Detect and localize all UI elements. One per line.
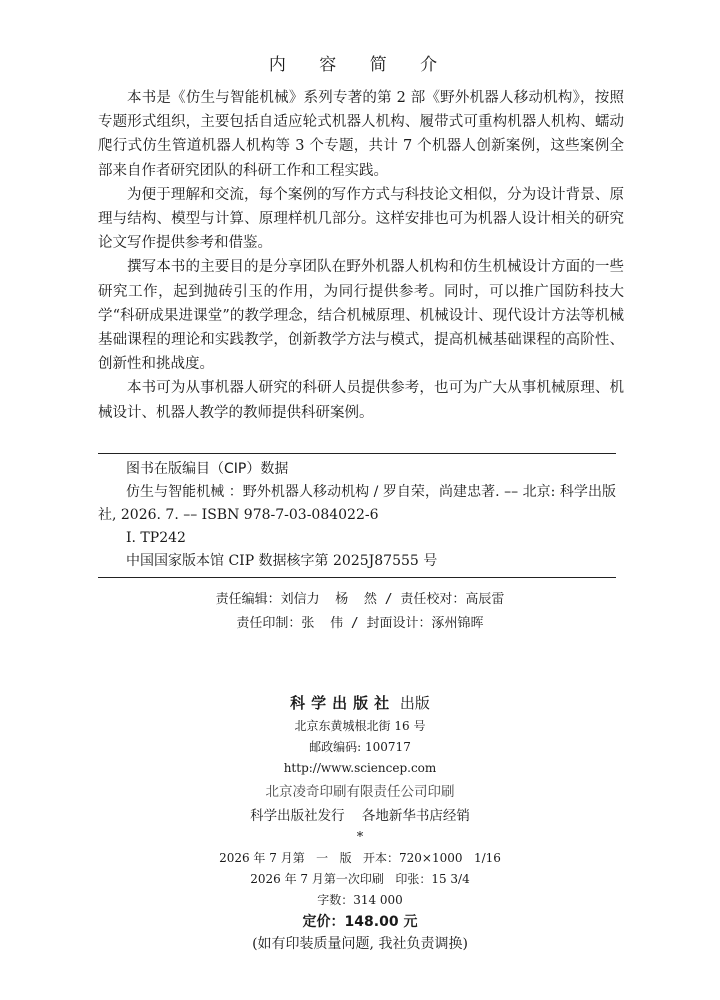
printer: 北京凌奇印刷有限责任公司印刷 <box>265 784 455 800</box>
intro-paragraph: 为便于理解和交流，每个案例的写作方式与科技论文相似，分为设计背景、原理与结构、模型与计算、原理样机几部分。这样安排也可为机器人设计相关的研究论文写作提供参考和借鉴。 <box>98 186 624 252</box>
cip-classification: Ⅰ. TP242 <box>126 530 186 546</box>
cip-block <box>98 453 616 578</box>
quality-notice: (如有印装质量问题, 我社负责调换) <box>252 936 468 952</box>
publisher-suffix: 出版 <box>399 694 430 712</box>
credits-line-production: 责任印制：张 伟 / 封面设计：涿州锦晖 <box>236 616 484 631</box>
publisher-address: 北京东黄城根北街 16 号 <box>294 719 426 733</box>
cip-heading: 图书在版编目（CIP）数据 <box>126 461 289 477</box>
publisher-line <box>0 690 720 716</box>
separator-star: * <box>356 830 364 845</box>
word-count: 字数：314 000 <box>317 893 403 907</box>
cip-description: 仿生与智能机械 ：野外机器人移动机构 / 罗自荣，尚建忠著. –– 北京: 科学出版社, 2026. 7. –– ISBN 978-7-03-084022-6 <box>98 484 616 523</box>
intro-paragraph: 本书可为从事机器人研究的科研人员提供参考，也可为广大从事机械原理、机械设计、机器人教学的教师提供科研案例。 <box>98 380 624 421</box>
cip-cn-number: 中国国家版本馆 CIP 数据核字第 2025J87555 号 <box>126 553 438 569</box>
website: http://www.sciencep.com <box>283 761 437 775</box>
publisher-logo: 科学出版社 <box>290 694 396 712</box>
intro-section <box>98 86 624 425</box>
intro-paragraph: 本书是《仿生与智能机械》系列专著的第 2 部《野外机器人移动机构》，按照专题形式组织，主要包括自适应轮式机器人机构、履带式可重构机器人机构、蠕动爬行式仿生管道机器人机构等 3 个专题，共计 7 个机器人创新案例，这些案例全部来自作者研究团队的科研工作和工程实践。 <box>98 90 624 179</box>
page-title: 内 容 简 介 <box>268 55 452 75</box>
credits-line-editors: 责任编辑：刘信力 杨 然 / 责任校对：高辰雷 <box>215 592 505 607</box>
publication-info <box>0 690 720 955</box>
intro-paragraph: 撰写本书的主要目的是分享团队在野外机器人机构和仿生机械设计方面的一些研究工作，起到抛砖引玉的作用，为同行提供参考。同时，可以推广国防科技大学“科研成果进课堂”的教学理念，结合机械原理、机械设计、现代设计方法等机械基础课程的理论和实践教学，创新教学方法与模式，提高机械基础课程的高阶性、创新性和挑战度。 <box>98 259 624 373</box>
distribution: 科学出版社发行 各地新华书店经销 <box>250 808 470 824</box>
printing-line: 2026 年 7 月第一次印刷 印张：15 3/4 <box>250 872 470 886</box>
price: 定价：148.00 元 <box>302 914 418 930</box>
edition-line: 2026 年 7 月第 一 版 开本：720×1000 1/16 <box>219 851 501 865</box>
postcode: 邮政编码: 100717 <box>309 740 411 754</box>
editorial-credits <box>0 588 720 636</box>
